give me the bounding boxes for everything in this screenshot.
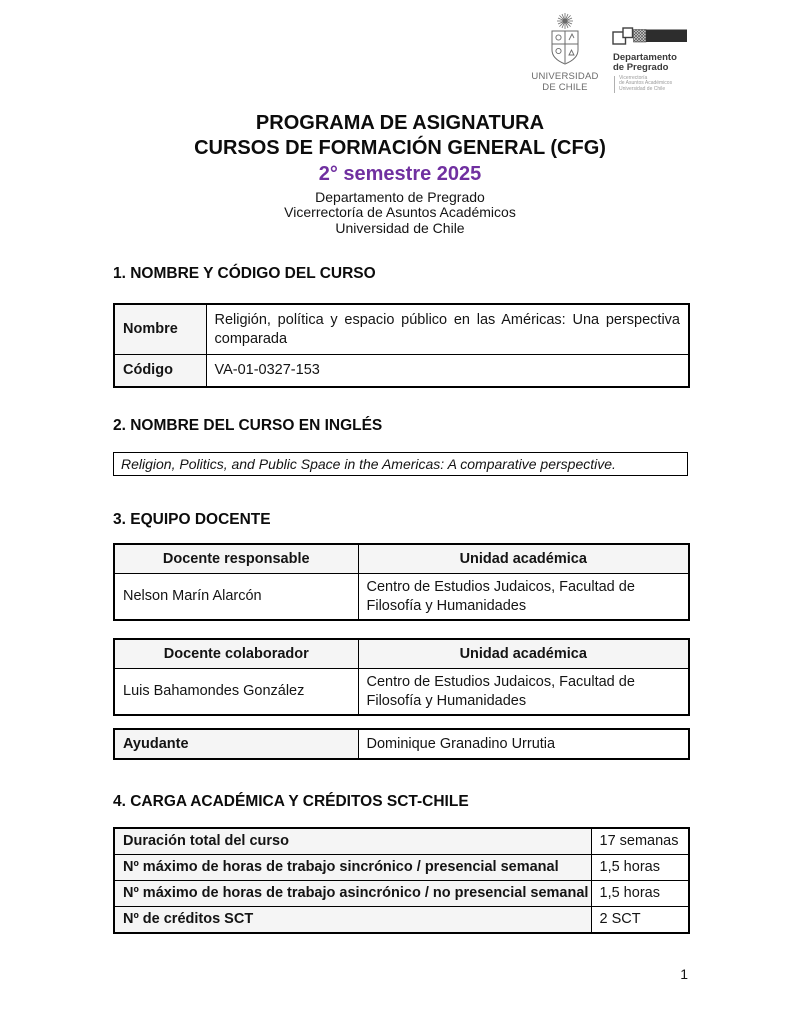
horas-asincronico-label-cell: Nº máximo de horas de trabajo asincrónico / no presencial semanal: [114, 881, 591, 907]
horas-asincronico-value-cell: 1,5 horas: [591, 881, 689, 907]
universidad-de-chile-logo: [527, 12, 603, 93]
document-title-line1: PROGRAMA DE ASIGNATURA: [255, 112, 545, 134]
responsable-header-unidad: Unidad académica: [358, 544, 689, 574]
duracion-value-cell: 17 semanas: [591, 828, 689, 855]
dp-logo-title-line1: Departamento: [613, 52, 677, 63]
dp-logo-subtext-line3: Universidad de Chile: [619, 86, 666, 93]
ayudante-table: [113, 728, 690, 760]
responsable-docente-cell: Nelson Marín Alarcón: [114, 574, 358, 621]
dp-logo-subtext-line1: Vicerrectoría: [619, 74, 648, 81]
org-line-vicerrectoria: Vicerrectoría de Asuntos Académicos: [284, 204, 516, 221]
colaborador-unidad-cell: Centro de Estudios Judaicos, Facultad de Filosofía y Humanidades: [358, 669, 689, 716]
ayudante-value-cell: Dominique Granadino Urrutia: [358, 729, 689, 759]
uch-logo-text-line2: DE CHILE: [542, 82, 588, 93]
creditos-sct-label-cell: Nº de créditos SCT: [114, 907, 591, 934]
responsable-header-docente: Docente responsable: [114, 544, 358, 574]
document-title-line2: CURSOS DE FORMACIÓN GENERAL (CFG): [194, 137, 606, 159]
pregrado-squares-icon: [612, 27, 688, 45]
semester-subtitle: 2° semestre 2025: [318, 163, 482, 185]
responsable-unidad-cell: Centro de Estudios Judaicos, Facultad de Filosofía y Humanidades: [358, 574, 689, 621]
creditos-sct-value-cell: 2 SCT: [591, 907, 689, 934]
colaborador-docente-cell: Luis Bahamondes González: [114, 669, 358, 716]
docente-responsable-table: [113, 543, 690, 621]
dp-logo-subtext: [614, 76, 690, 93]
codigo-value-cell: VA-01-0327-153: [206, 355, 689, 388]
org-line-departamento: Departamento de Pregrado: [315, 189, 485, 205]
codigo-label-cell: Código: [114, 355, 206, 388]
page-number: 1: [680, 966, 688, 982]
dp-logo-title-line2: de Pregrado: [613, 61, 669, 73]
uch-logo-text-line1: UNIVERSIDAD: [531, 71, 599, 82]
dp-logo-subtext-line2: de Asuntos Académicos: [619, 80, 673, 87]
nombre-codigo-table: [113, 303, 690, 388]
ayudante-label-cell: Ayudante: [114, 729, 358, 759]
section3-heading: 3. EQUIPO DOCENTE: [113, 511, 271, 528]
horas-sincronico-label-cell: Nº máximo de horas de trabajo sincrónico / presencial semanal: [114, 855, 591, 881]
docente-colaborador-table: [113, 638, 690, 716]
horas-sincronico-value-cell: 1,5 horas: [591, 855, 689, 881]
section4-heading: 4. CARGA ACADÉMICA Y CRÉDITOS SCT-CHILE: [113, 793, 469, 810]
section2-heading: 2. NOMBRE DEL CURSO EN INGLÉS: [113, 417, 383, 434]
departamento-pregrado-logo: [612, 27, 690, 93]
org-line-universidad: Universidad de Chile: [335, 219, 465, 236]
nombre-label-cell: Nombre: [114, 304, 206, 355]
section1-heading: 1. NOMBRE Y CÓDIGO DEL CURSO: [113, 265, 376, 282]
colaborador-header-unidad: Unidad académica: [358, 639, 689, 669]
english-name-box: Religion, Politics, and Public Space in the Americas: A comparative perspective.: [113, 452, 688, 476]
duracion-label-cell: Duración total del curso: [114, 828, 591, 855]
nombre-value-cell: Religión, política y espacio público en las Américas: Una perspectiva comparada: [206, 304, 689, 355]
uch-crest-icon: [527, 12, 603, 66]
carga-academica-table: [113, 827, 690, 934]
title-block: [0, 111, 800, 236]
colaborador-header-docente: Docente colaborador: [114, 639, 358, 669]
